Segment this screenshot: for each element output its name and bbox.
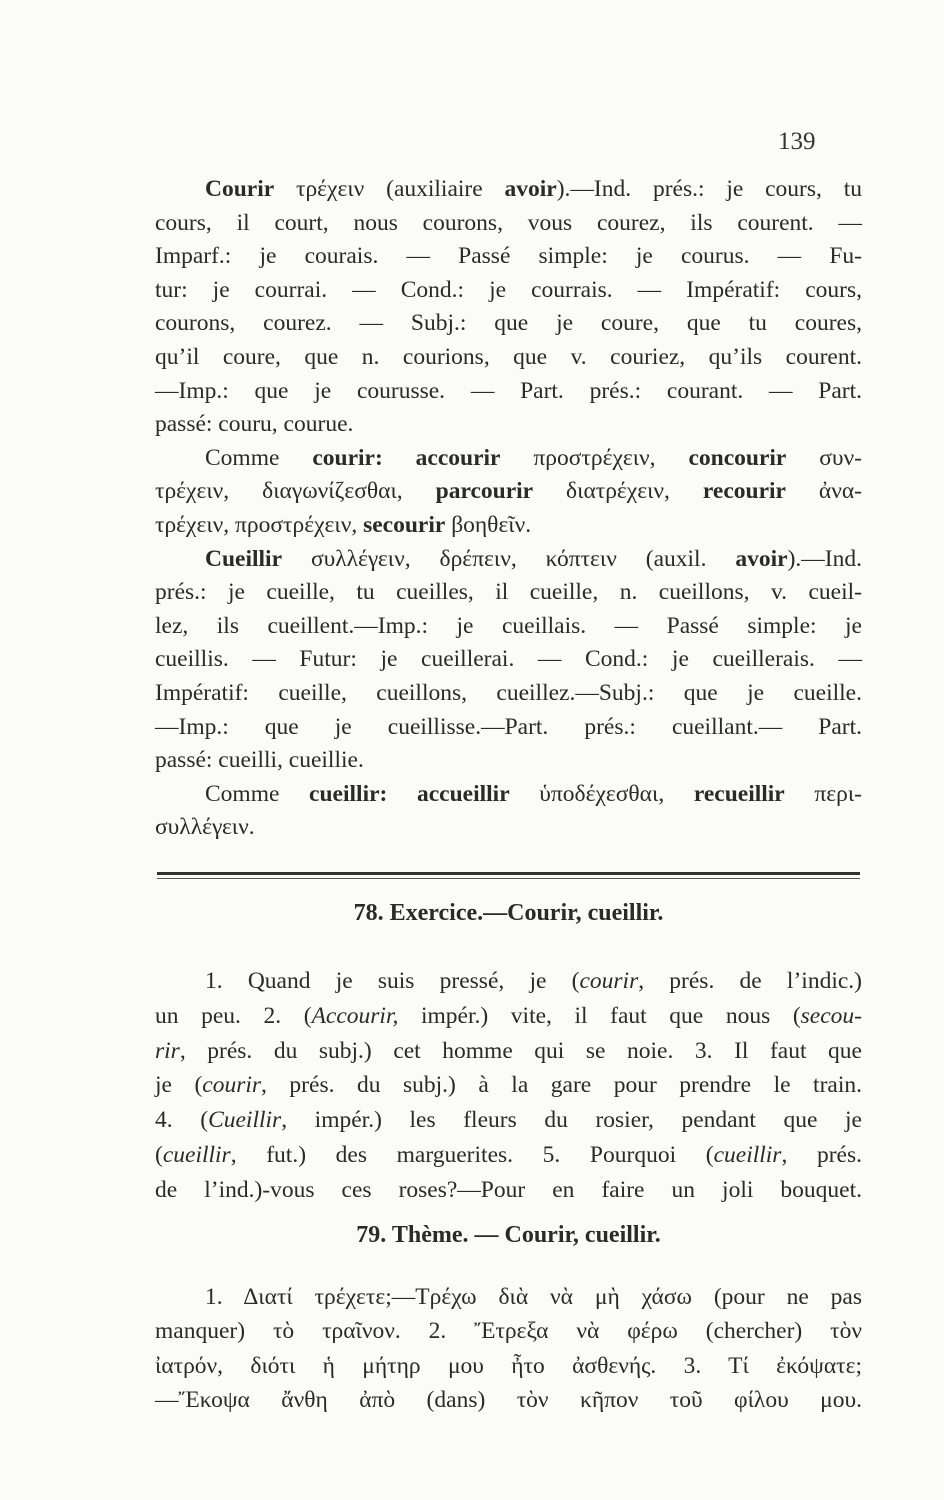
theme-79-text: [155, 1280, 862, 1417]
text-line: [155, 1349, 862, 1383]
bold-text: Courir: [205, 176, 275, 202]
text-line: [155, 1280, 862, 1314]
text-segment: , fut.) des marguerites. 5. Pourquoi (: [230, 1141, 714, 1168]
text-line: [155, 1314, 862, 1348]
text-segment: τρέχειν, διαγωνίζεσθαι,: [155, 478, 436, 505]
text-line: [155, 711, 862, 745]
text-segment: cueillis. — Futur: je cueillerai. — Cond.: je cueillerais. —: [155, 646, 862, 673]
text-segment: —Imp.: que je cueillisse.—Part. prés.: cueillant.— Part.: [155, 713, 862, 740]
text-line: [155, 543, 862, 577]
text-line: [155, 509, 862, 543]
text-segment: περι-: [784, 780, 862, 807]
text-segment: 1. Διατί τρέχετε;—Τρέχω διὰ νὰ μὴ χάσω (pour ne pas: [205, 1284, 862, 1310]
text-segment: lez, ils cueillent.—Imp.: je cueillais. — Passé simple: je: [155, 612, 862, 639]
italic-text: cueillir: [713, 1141, 782, 1168]
text-line: [155, 677, 862, 711]
text-segment: συλλέγειν, δρέπειν, κόπτειν (auxil.: [282, 545, 736, 572]
text-line: [155, 1383, 862, 1417]
text-line: [155, 274, 862, 308]
conjugation-section: [155, 173, 862, 845]
text-segment: qu’il coure, que n. courions, que v. couriez, qu’ils courent.: [155, 343, 862, 370]
bold-text: Cueillir: [205, 545, 283, 572]
text-line: [155, 811, 862, 845]
text-segment: τρέχειν, προστρέχειν,: [155, 511, 364, 538]
text-line: [155, 778, 862, 812]
text-line: [155, 475, 862, 509]
text-line: [155, 442, 862, 476]
bold-text: recourir: [702, 478, 786, 505]
italic-text: rir: [155, 1037, 180, 1064]
text-line: [155, 1103, 862, 1138]
text-line: [155, 999, 862, 1034]
italic-text: Cueillir: [208, 1107, 282, 1134]
text-line: [155, 744, 862, 778]
bold-text: secourir: [363, 511, 446, 538]
text-line: [155, 307, 862, 341]
text-segment: ).—Ind. prés.: je cours, tu: [556, 176, 862, 202]
text-segment: διατρέχειν,: [533, 478, 703, 505]
text-segment: Imparf.: je courais. — Passé simple: je courus. — Fu-: [155, 243, 862, 270]
text-segment: βοηθεῖν.: [445, 511, 532, 538]
bold-text: parcourir: [435, 478, 534, 505]
text-segment: συν-: [786, 444, 862, 471]
page-number: 139: [778, 128, 816, 155]
text-segment: —Imp.: que je courusse. — Part. prés.: courant. — Part.: [155, 377, 862, 404]
italic-text: Accourir,: [311, 1002, 399, 1029]
text-line: [155, 1034, 862, 1069]
text-line: [155, 964, 862, 999]
text-segment: un peu. 2. (: [155, 1002, 312, 1029]
text-line: [155, 341, 862, 375]
text-segment: , prés. du subj.) à la gare pour prendre le train.: [261, 1072, 862, 1099]
bold-text: recueillir: [693, 780, 785, 807]
bold-text: avoir: [504, 176, 557, 202]
text-segment: manquer) τὸ τραῖνον. 2. Ἔτρεξα νὰ φέρω (chercher) τὸν: [155, 1318, 862, 1345]
text-segment: Impératif: cueille, cueillons, cueillez.—Subj.: que je cueille.: [155, 679, 862, 706]
text-line: [155, 375, 862, 409]
text-segment: (: [155, 1141, 163, 1168]
italic-text: courir: [202, 1072, 262, 1099]
section-divider-thick: [157, 872, 860, 875]
text-segment: ).—Ind.: [787, 545, 862, 572]
italic-text: courir: [579, 968, 639, 994]
bold-text: avoir: [735, 545, 788, 572]
text-segment: impér.) vite, il faut que nous (: [398, 1002, 801, 1029]
bold-text: cueillir: accueillir: [309, 780, 510, 807]
section-divider-thin: [157, 878, 860, 879]
text-segment: τρέχειν (auxiliaire: [274, 176, 505, 202]
text-line: [155, 207, 862, 241]
exercise-78-heading: 78. Exercice.—Courir, cueillir.: [353, 900, 664, 926]
text-line: [155, 240, 862, 274]
text-segment: Comme: [205, 444, 313, 471]
text-segment: , prés. du subj.) cet homme qui se noie. 3. Il faut que: [179, 1037, 862, 1064]
italic-text: cueillir: [162, 1141, 231, 1168]
text-line: [155, 1138, 862, 1173]
theme-79-heading: 79. Thème. — Courir, cueillir.: [356, 1222, 661, 1248]
text-segment: 1. Quand je suis pressé, je (: [205, 968, 580, 994]
text-segment: Comme: [205, 780, 310, 807]
text-segment: courons, courez. — Subj.: que je coure, que tu coures,: [155, 310, 862, 337]
text-segment: ὑποδέχεσθαι,: [509, 780, 694, 807]
text-segment: de l’ind.)-vous ces roses?—Pour en faire un joli bouquet.: [155, 1176, 862, 1203]
text-line: [155, 643, 862, 677]
bold-text: courir: accourir: [312, 444, 501, 471]
text-segment: cours, il court, nous courons, vous courez, ils courent. —: [155, 209, 862, 236]
text-segment: tur: je courrai. — Cond.: je courrais. — Impératif: cours,: [155, 276, 862, 303]
text-segment: —Ἔκοψα ἄνθη ἀπὸ (dans) τὸν κῆπον τοῦ φίλου μου.: [155, 1386, 862, 1413]
exercise-78-text: [155, 964, 862, 1208]
text-line: [155, 1173, 862, 1208]
text-segment: 4. (: [155, 1107, 209, 1134]
text-line: [155, 610, 862, 644]
text-segment: passé: cueilli, cueillie.: [155, 747, 364, 774]
text-segment: , impér.) les fleurs du rosier, pendant que je: [281, 1107, 862, 1134]
text-segment: ἀνα-: [785, 478, 863, 505]
text-line: [155, 408, 862, 442]
text-segment: passé: couru, courue.: [155, 411, 354, 438]
text-line: [155, 173, 862, 207]
text-line: [155, 576, 862, 610]
text-segment: , prés.: [781, 1141, 862, 1168]
italic-text: secou-: [800, 1002, 862, 1029]
text-segment: ἰατρόν, διότι ἡ μήτηρ μου ἦτο ἀσθενής. 3. Τί ἐκόψατε;: [155, 1352, 862, 1379]
text-segment: je (: [155, 1072, 203, 1099]
text-segment: , prés. de l’indic.): [638, 968, 862, 994]
text-segment: prés.: je cueille, tu cueilles, il cueille, n. cueillons, v. cueil-: [155, 579, 862, 606]
bold-text: concourir: [688, 444, 787, 471]
text-segment: προστρέχειν,: [500, 444, 689, 471]
text-line: [155, 1068, 862, 1103]
text-segment: συλλέγειν.: [155, 814, 255, 841]
